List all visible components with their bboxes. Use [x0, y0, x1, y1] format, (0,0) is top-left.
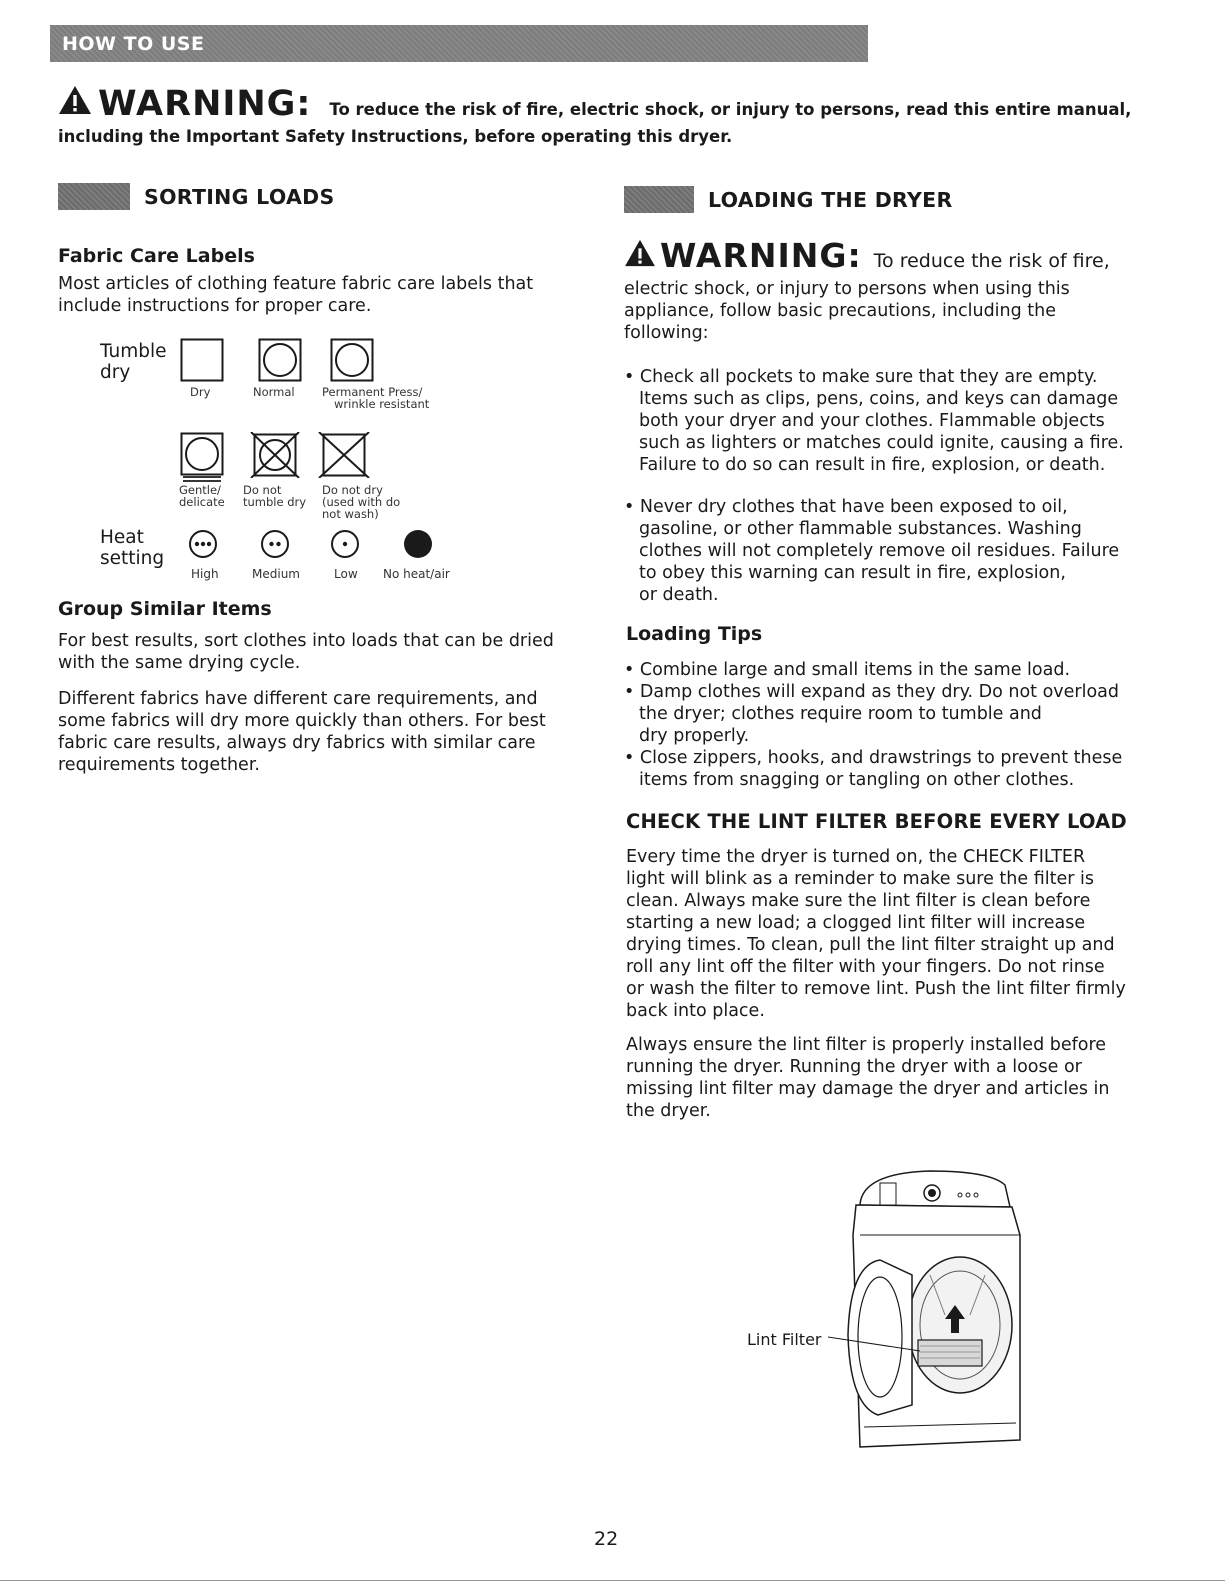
section-sorting-loads	[58, 183, 335, 210]
lint-filter-callout: Lint Filter	[747, 1330, 822, 1349]
gentle-delicate-icon	[180, 432, 224, 482]
header-bar	[50, 25, 868, 62]
caption-permanent-press-1: Permanent Press/	[322, 385, 423, 399]
do-not-dry-icon	[318, 432, 370, 478]
lint-p2-line3: missing lint filter may damage the dryer and articles in	[626, 1079, 1110, 1099]
page-number: 22	[594, 1528, 619, 1550]
heat-low-icon	[330, 529, 360, 559]
caption-high: High	[191, 567, 219, 581]
tip-2-line3: dry properly.	[639, 726, 750, 746]
warning-word: WARNING:	[98, 84, 312, 124]
caption-normal: Normal	[253, 385, 295, 399]
dry-square-icon	[180, 338, 224, 382]
bullet-never-dry-1: • Never dry clothes that have been exposed to oil,	[624, 497, 1068, 517]
group-similar-heading: Group Similar Items	[58, 598, 272, 620]
dryer-illustration	[820, 1165, 1050, 1465]
caption-do-not-dry-3: not wash)	[322, 507, 379, 521]
bottom-rule	[0, 1580, 1225, 1581]
group-similar-p2-line4: requirements together.	[58, 755, 260, 775]
right-warning-line3: appliance, follow basic precautions, including the	[624, 301, 1057, 321]
right-warning-line2: electric shock, or injury to persons when using this	[624, 279, 1070, 299]
heat-high-icon	[188, 529, 218, 559]
caption-gentle-1: Gentle/	[179, 483, 221, 497]
tip-3-line2: items from snagging or tangling on other clothes.	[639, 770, 1075, 790]
lint-p1-line8: back into place.	[626, 1001, 765, 1021]
right-warning-line1	[624, 236, 1110, 275]
bullet-never-dry-5: or death.	[639, 585, 719, 605]
bullet-never-dry-3: clothes will not completely remove oil residues. Failure	[639, 541, 1120, 561]
warning-triangle-icon	[624, 239, 656, 267]
caption-no-heat: No heat/air	[383, 567, 450, 581]
group-similar-p2-line2: some fabrics will dry more quickly than others. For best	[58, 711, 546, 731]
heat-setting-label-1: Heat	[100, 527, 144, 548]
fabric-care-line1: Most articles of clothing feature fabric care labels that	[58, 274, 534, 294]
group-similar-p1-line2: with the same drying cycle.	[58, 653, 301, 673]
group-similar-p2-line1: Different fabrics have different care requirements, and	[58, 689, 538, 709]
bullet-check-pockets-2: Items such as clips, pens, coins, and keys can damage	[639, 389, 1119, 409]
permanent-press-icon	[330, 338, 374, 382]
heat-medium-icon	[260, 529, 290, 559]
bullet-check-pockets-1: • Check all pockets to make sure that they are empty.	[624, 367, 1098, 387]
lint-p2-line2: running the dryer. Running the dryer with a loose or	[626, 1057, 1082, 1077]
warning-text-line2: including the Important Safety Instructions, before operating this dryer.	[58, 127, 733, 146]
lint-p2-line1: Always ensure the lint filter is properly installed before	[626, 1035, 1107, 1055]
section-title: SORTING LOADS	[144, 184, 335, 209]
fabric-care-line2: include instructions for proper care.	[58, 296, 372, 316]
lint-p1-line1: Every time the dryer is turned on, the CHECK FILTER	[626, 847, 1086, 867]
caption-do-not-dry-2: (used with do	[322, 495, 401, 509]
section-title: LOADING THE DRYER	[708, 187, 953, 212]
tip-3-line1: • Close zippers, hooks, and drawstrings to prevent these	[624, 748, 1123, 768]
tip-1: • Combine large and small items in the same load.	[624, 660, 1071, 680]
lint-p1-line6: roll any lint off the filter with your fingers. Do not rinse	[626, 957, 1105, 977]
right-warning-line4: following:	[624, 323, 709, 343]
loading-tips-heading: Loading Tips	[626, 623, 763, 645]
bullet-check-pockets-3: both your dryer and your clothes. Flammable objects	[639, 411, 1105, 431]
fabric-care-heading: Fabric Care Labels	[58, 245, 255, 267]
caption-do-not-dry-1: Do not dry	[322, 483, 383, 497]
bullet-check-pockets-4: such as lighters or matches could ignite, causing a fire.	[639, 433, 1124, 453]
section-marker	[624, 186, 694, 213]
caption-gentle-2: delicate	[179, 495, 225, 509]
bullet-never-dry-2: gasoline, or other flammable substances. Washing	[639, 519, 1082, 539]
top-warning	[58, 84, 1178, 146]
caption-permanent-press-2: wrinkle resistant	[334, 397, 430, 411]
no-heat-icon	[403, 529, 433, 559]
normal-tumble-icon	[258, 338, 302, 382]
header-title: HOW TO USE	[62, 32, 205, 55]
lint-p2-line4: the dryer.	[626, 1101, 711, 1121]
tip-2-line2: the dryer; clothes require room to tumble and	[639, 704, 1042, 724]
group-similar-p2-line3: fabric care results, always dry fabrics with similar care	[58, 733, 536, 753]
lint-p1-line7: or wash the filter to remove lint. Push the lint filter firmly	[626, 979, 1126, 999]
lint-filter-heading: CHECK THE LINT FILTER BEFORE EVERY LOAD	[626, 810, 1127, 833]
bullet-never-dry-4: to obey this warning can result in fire, explosion,	[639, 563, 1066, 583]
warning-text-line1: To reduce the risk of fire, electric shock, or injury to persons, read this entire manual,	[329, 100, 1132, 119]
right-warning-lead: To reduce the risk of fire,	[873, 250, 1110, 272]
warning-triangle-icon	[58, 85, 92, 115]
lint-p1-line3: clean. Always make sure the lint filter is clean before	[626, 891, 1091, 911]
caption-low: Low	[334, 567, 358, 581]
tumble-dry-label-1: Tumble	[100, 341, 167, 362]
do-not-tumble-dry-icon	[250, 432, 300, 478]
tumble-dry-label-2: dry	[100, 362, 131, 383]
caption-do-not-1: Do not	[243, 483, 282, 497]
lint-p1-line5: drying times. To clean, pull the lint filter straight up and	[626, 935, 1115, 955]
caption-do-not-2: tumble dry	[243, 495, 307, 509]
section-marker	[58, 183, 130, 210]
heat-setting-label-2: setting	[100, 548, 165, 569]
caption-medium: Medium	[252, 567, 300, 581]
group-similar-p1-line1: For best results, sort clothes into loads that can be dried	[58, 631, 554, 651]
lint-p1-line2: light will blink as a reminder to make sure the filter is	[626, 869, 1094, 889]
tip-2-line1: • Damp clothes will expand as they dry. Do not overload	[624, 682, 1119, 702]
section-loading-dryer	[624, 186, 953, 213]
bullet-check-pockets-5: Failure to do so can result in fire, explosion, or death.	[639, 455, 1106, 475]
right-warning-word: WARNING:	[660, 236, 862, 275]
caption-dry: Dry	[190, 385, 211, 399]
lint-p1-line4: starting a new load; a clogged lint filter will increase	[626, 913, 1086, 933]
